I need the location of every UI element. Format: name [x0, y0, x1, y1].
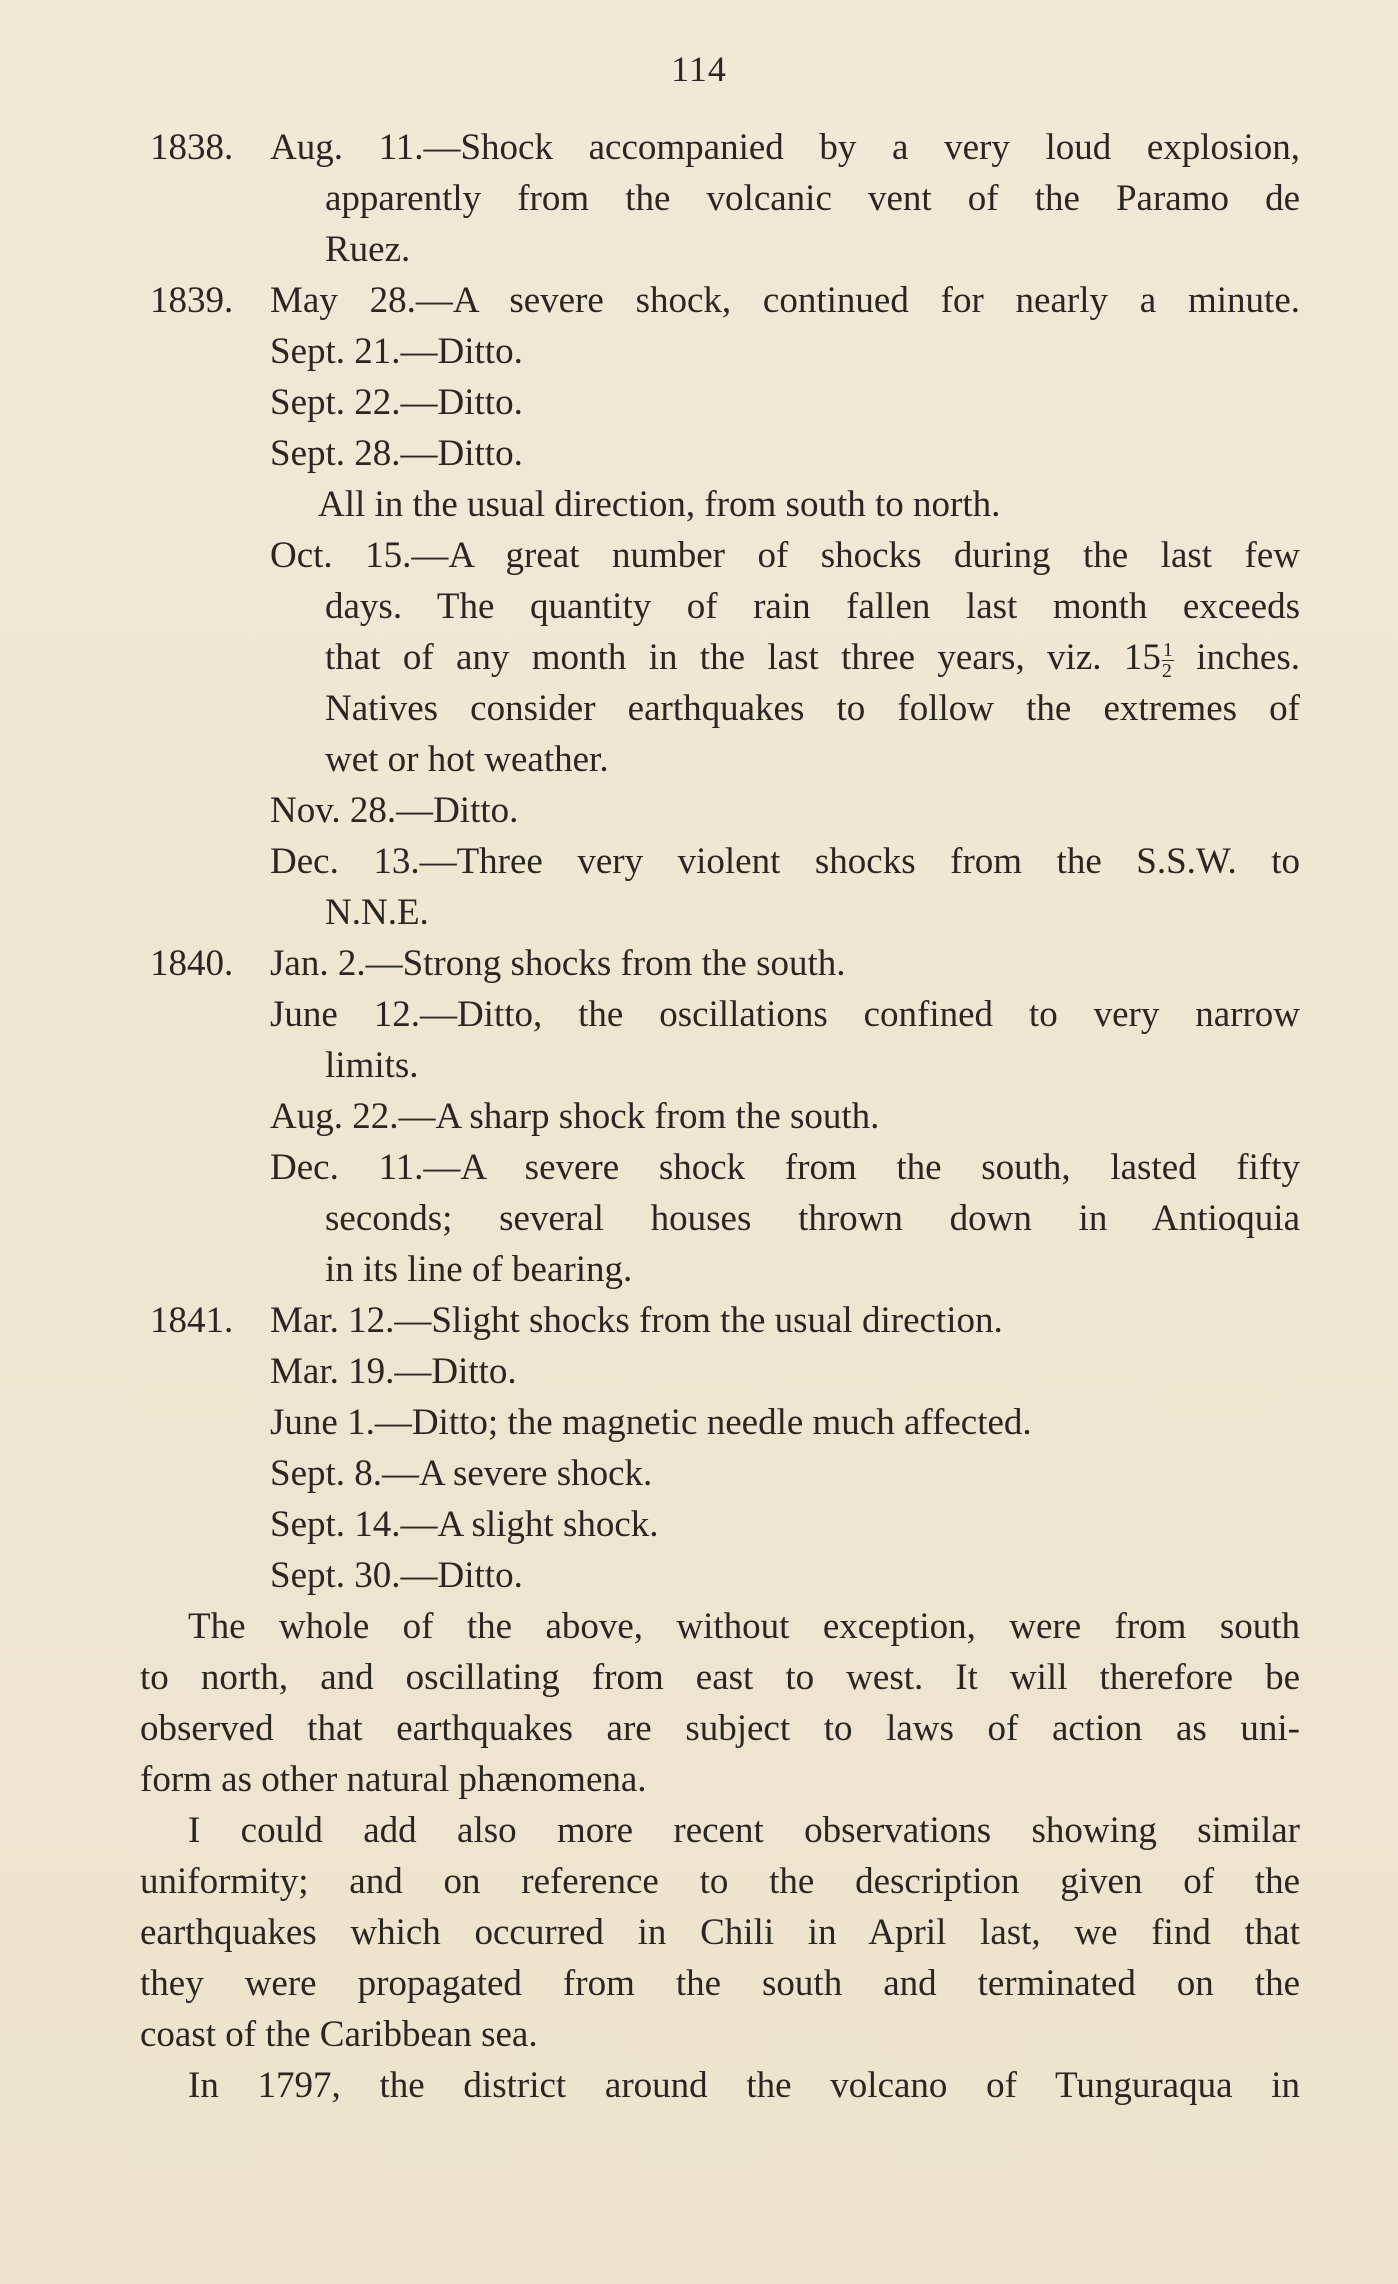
text-line	[140, 887, 1300, 938]
page-number: 114	[671, 49, 727, 89]
line-text: Nov. 28.—Ditto.	[270, 790, 519, 831]
paragraph-line	[140, 1907, 1300, 1958]
line-text: In 1797, the district around the volcano of Tunguraqua in	[188, 2065, 1300, 2106]
text-line	[140, 1550, 1300, 1601]
text-line	[140, 1091, 1300, 1142]
text-line	[140, 428, 1300, 479]
text-line	[140, 734, 1300, 785]
line-text: The whole of the above, without exception, were from south	[188, 1606, 1300, 1647]
paragraph-line	[140, 2060, 1300, 2111]
line-text: coast of the Caribbean sea.	[140, 2014, 538, 2055]
line-text: June 1.—Ditto; the magnetic needle much affected.	[270, 1402, 1032, 1443]
line-text: observed that earthquakes are subject to laws of action as uni-	[140, 1708, 1300, 1749]
line-text: that of any month in the last three years, viz. 15	[325, 637, 1161, 678]
text-line	[140, 1040, 1300, 1091]
year-label: 1839.	[150, 280, 234, 321]
line-text: Ruez.	[325, 229, 411, 270]
line-text: All in the usual direction, from south to north.	[318, 484, 1001, 525]
line-text: Sept. 14.—A slight shock.	[270, 1504, 659, 1545]
text-line	[140, 1295, 1300, 1346]
line-text: N.N.E.	[325, 892, 429, 933]
paragraph-line	[140, 1805, 1300, 1856]
text-line	[140, 1448, 1300, 1499]
text-line	[140, 1346, 1300, 1397]
year-label: 1841.	[150, 1300, 234, 1341]
line-text: wet or hot weather.	[325, 739, 609, 780]
text-line	[140, 275, 1300, 326]
text-line	[140, 224, 1300, 275]
line-text: Dec. 13.—Three very violent shocks from the S.S.W. to	[270, 841, 1300, 882]
line-text: Natives consider earthquakes to follow the extremes of	[325, 688, 1300, 729]
text-line	[140, 530, 1300, 581]
line-text: Sept. 28.—Ditto.	[270, 433, 523, 474]
paragraph-line	[140, 2009, 1300, 2060]
line-text: apparently from the volcanic vent of the Paramo de	[325, 178, 1300, 219]
line-text: Dec. 11.—A severe shock from the south, lasted fifty	[270, 1147, 1300, 1188]
year-label: 1840.	[150, 943, 234, 984]
line-text: seconds; several houses thrown down in Antioquia	[325, 1198, 1300, 1239]
line-text: days. The quantity of rain fallen last month exceeds	[325, 586, 1300, 627]
paragraph-line	[140, 1652, 1300, 1703]
line-text: June 12.—Ditto, the oscillations confined to very narrow	[270, 994, 1300, 1035]
paragraph-line	[140, 1754, 1300, 1805]
paragraph-line	[140, 1958, 1300, 2009]
line-text: Sept. 22.—Ditto.	[270, 382, 523, 423]
line-text: Sept. 8.—A severe shock.	[270, 1453, 653, 1494]
line-text: they were propagated from the south and terminated on the	[140, 1963, 1300, 2004]
text-line	[140, 1397, 1300, 1448]
line-text: earthquakes which occurred in Chili in April last, we find that	[140, 1912, 1300, 1953]
paragraph-line	[140, 1703, 1300, 1754]
fraction-numerator: 1	[1162, 639, 1173, 662]
line-text: uniformity; and on reference to the description given of the	[140, 1861, 1300, 1902]
fraction-denominator: 2	[1161, 660, 1172, 683]
line-text: form as other natural phænomena.	[140, 1759, 647, 1800]
line-text: in its line of bearing.	[325, 1249, 633, 1290]
text-line	[140, 1142, 1300, 1193]
line-text: limits.	[325, 1045, 419, 1086]
paragraph-line	[140, 1601, 1300, 1652]
line-text: Mar. 19.—Ditto.	[270, 1351, 517, 1392]
line-text: Oct. 15.—A great number of shocks during the last few	[270, 535, 1300, 576]
text-line	[140, 122, 1300, 173]
line-text: Jan. 2.—Strong shocks from the south.	[270, 943, 846, 984]
year-label: 1838.	[150, 127, 234, 168]
text-line	[140, 326, 1300, 377]
line-text: Sept. 21.—Ditto.	[270, 331, 523, 372]
text-line	[140, 989, 1300, 1040]
line-text: inches.	[1173, 637, 1300, 678]
text-line	[140, 479, 1300, 530]
page-text	[140, 122, 1300, 2111]
line-text: I could add also more recent observations showing similar	[188, 1810, 1300, 1851]
text-line	[140, 173, 1300, 224]
text-line	[140, 785, 1300, 836]
text-line	[140, 1244, 1300, 1295]
text-line	[140, 581, 1300, 632]
text-line	[140, 632, 1300, 683]
text-line	[140, 377, 1300, 428]
text-line	[140, 836, 1300, 887]
text-line	[140, 683, 1300, 734]
text-line	[140, 938, 1300, 989]
paragraph-line	[140, 1856, 1300, 1907]
line-text: Sept. 30.—Ditto.	[270, 1555, 523, 1596]
fraction	[1162, 640, 1174, 681]
line-text: May 28.—A severe shock, continued for nearly a minute.	[270, 280, 1300, 321]
line-text: Mar. 12.—Slight shocks from the usual direction.	[270, 1300, 1003, 1341]
line-text: Aug. 22.—A sharp shock from the south.	[270, 1096, 880, 1137]
line-text: to north, and oscillating from east to west. It will therefore be	[140, 1657, 1300, 1698]
line-text: Aug. 11.—Shock accompanied by a very loud explosion,	[270, 127, 1300, 168]
text-line	[140, 1193, 1300, 1244]
text-line	[140, 1499, 1300, 1550]
